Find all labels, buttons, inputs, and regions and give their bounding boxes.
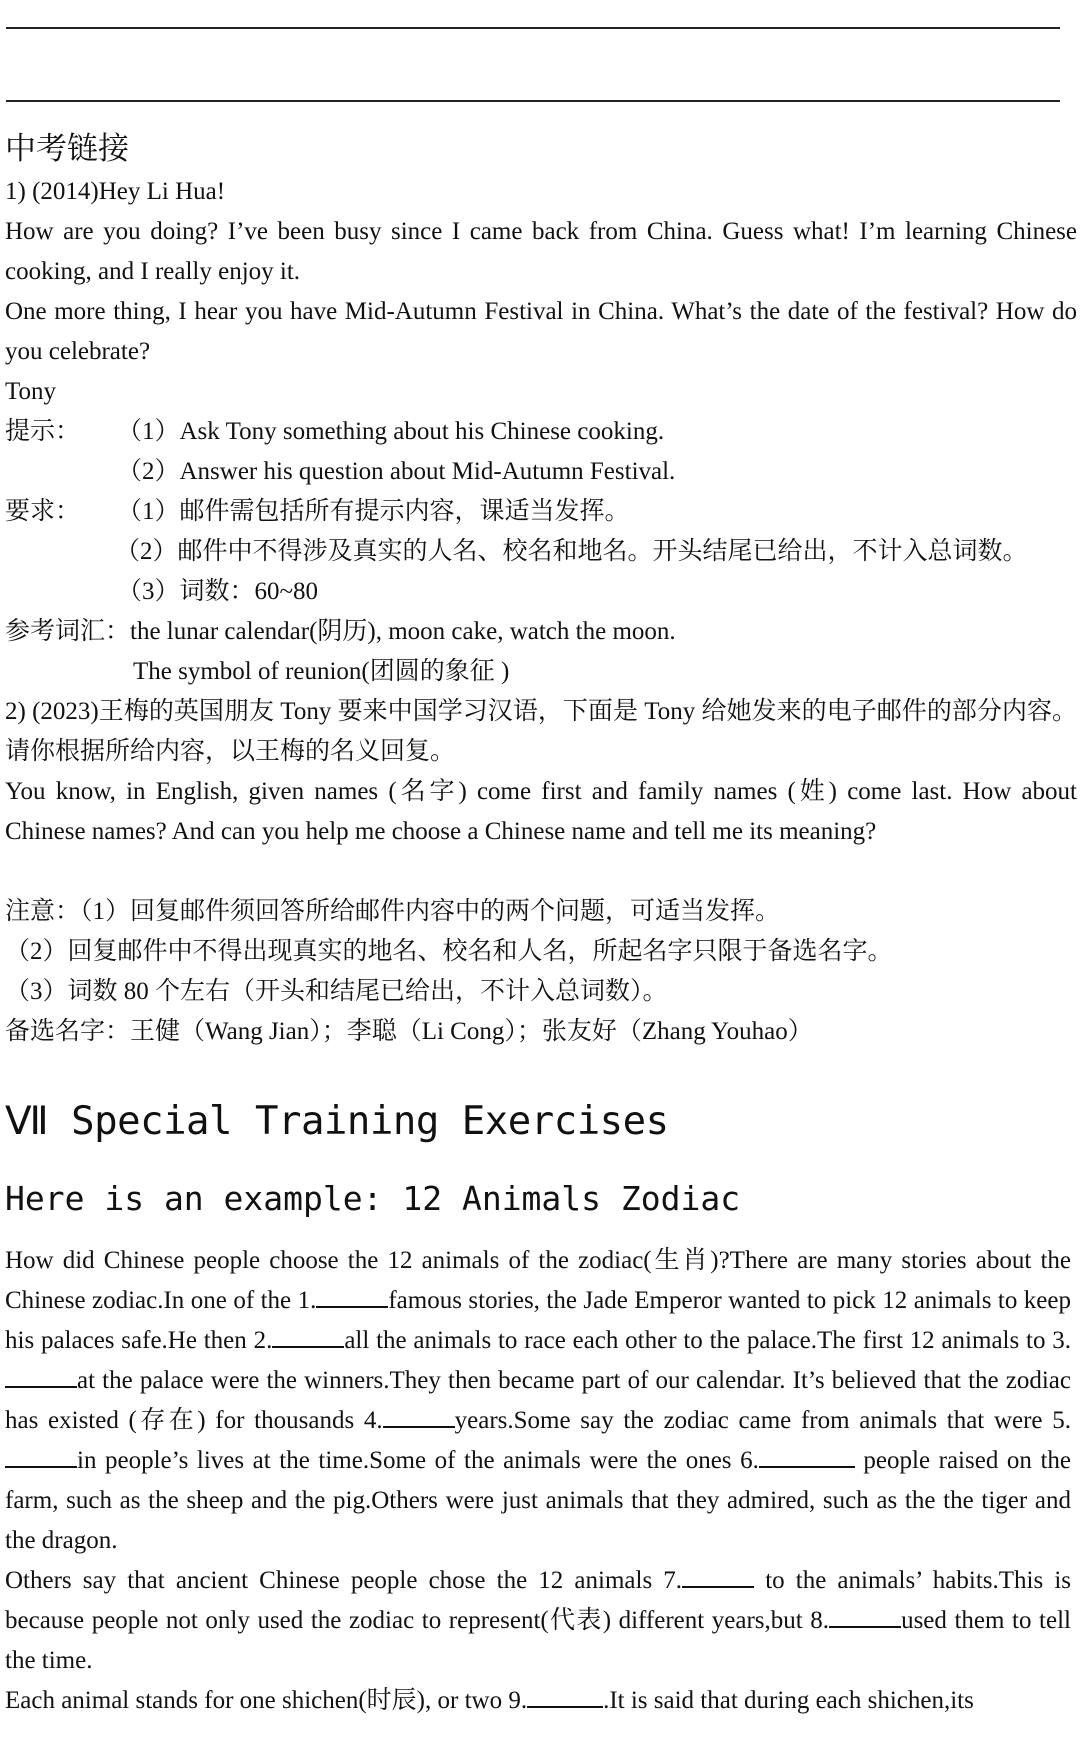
passage-text: Each animal stands for one shichen(时辰), or two 9. (5, 1687, 528, 1714)
vocab-line-2: The symbol of reunion(团圆的象征 ) (133, 658, 510, 685)
section-heading-exam-link: 中考链接 (5, 131, 129, 166)
hint-1: （1）Ask Tony something about his Chinese cooking. (117, 418, 665, 445)
blank-8[interactable] (829, 1602, 901, 1628)
requirement-2: （2）邮件中不得涉及真实的人名、校名和地名。开头结尾已给出，不计入总词数。 (115, 538, 1028, 565)
requirement-1: （1）邮件需包括所有提示内容，课适当发挥。 (117, 498, 630, 525)
blank-4[interactable] (383, 1402, 455, 1428)
top-rule-1 (6, 27, 1060, 29)
blank-2[interactable] (272, 1322, 344, 1348)
blank-9[interactable] (527, 1682, 603, 1708)
q1-intro: 1) (2014)Hey Li Hua! (5, 178, 226, 205)
top-rule-2 (6, 100, 1060, 102)
example-title: Here is an example: 12 Animals Zodiac (5, 1179, 741, 1218)
passage-text: to the animals’ habits.This is because people not only used the zodiac to represent(代表) different years,but 8. (5, 1567, 1071, 1634)
passage-text: .It is said that during each shichen,its (603, 1687, 974, 1714)
q2-note-2: （2）回复邮件中不得出现真实的地名、校名和人名，所起名字只限于备选名字。 (5, 938, 893, 965)
requirement-3: （3）词数：60~80 (117, 578, 319, 605)
vocab-row-1 (5, 612, 1077, 652)
passage-paragraph-1 (5, 1241, 1071, 1561)
q1-requirement-row-1 (5, 492, 1077, 532)
q2-note-1: 注意：（1）回复邮件须回答所给邮件内容中的两个问题，可适当发挥。 (5, 898, 781, 925)
hint-2: （2）Answer his question about Mid-Autumn Festival. (117, 458, 676, 485)
passage-paragraph-2 (5, 1561, 1071, 1681)
blank-6[interactable] (759, 1442, 855, 1468)
q1-hint-row-1 (5, 412, 1077, 452)
passage-text: How did Chinese people choose the 12 animals of the zodiac(生肖)?There are many stories about the Chinese zodiac.In one of the 1. (5, 1247, 1071, 1314)
blank-7[interactable] (682, 1562, 754, 1588)
requirements-label: 要求： (5, 498, 81, 525)
vocab-label: 参考词汇： (5, 618, 131, 645)
q2-paragraph: You know, in English, given names (名字) come first and family names (姓) come last. How about Chinese names? And can you help me choose a Chinese name and tell me its meaning? (5, 778, 1077, 845)
spacer (5, 852, 1077, 892)
passage-text: at the palace were the winners.They then became part of our calendar. It’s believed that the zodiac has existed (存在) for thousands 4. (5, 1367, 1071, 1434)
q2-intro: 2) (2023)王梅的英国朋友 Tony 要来中国学习汉语，下面是 Tony 给她发来的电子邮件的部分内容。请你根据所给内容，以王梅的名义回复。 (5, 698, 1077, 765)
blank-5[interactable] (5, 1442, 77, 1468)
passage-text: all the animals to race each other to the palace.The first 12 animals to 3. (344, 1327, 1071, 1354)
q2-note-3: （3）词数 80 个左右（开头和结尾已给出，不计入总词数）。 (5, 978, 668, 1005)
passage-text: famous stories, the Jade Emperor wanted to pick 12 animals to keep his palaces safe.He then 2. (5, 1287, 1071, 1354)
passage-paragraph-3 (5, 1681, 1071, 1721)
passage-text: Others say that ancient Chinese people chose the 12 animals 7. (5, 1567, 683, 1594)
zodiac-passage (5, 1241, 1077, 1721)
vocab-line-1: the lunar calendar(阴历), moon cake, watch the moon. (130, 618, 676, 645)
passage-text: years.Some say the zodiac came from animals that were 5. (454, 1407, 1071, 1434)
q1-paragraph-1: How are you doing? I’ve been busy since I came back from China. Guess what! I’m learning Chinese cooking, and I really enjoy it. (5, 218, 1077, 285)
document-body (5, 127, 1077, 1721)
passage-text: in people’s lives at the time.Some of the animals were the ones 6. (77, 1447, 759, 1474)
q1-paragraph-2: One more thing, I hear you have Mid-Autumn Festival in China. What’s the date of the festival? How do you celebrate? (5, 298, 1077, 365)
section-title: Ⅶ Special Training Exercises (5, 1099, 669, 1144)
q2-candidate-names: 备选名字：王健（Wang Jian）；李聪（Li Cong）；张友好（Zhang Youhao） (5, 1018, 813, 1045)
passage-text: used them to tell the time. (5, 1607, 1071, 1674)
passage-text: people raised on the farm, such as the sheep and the pig.Others were just animals that they admired, such as the the tiger and the dragon. (5, 1447, 1071, 1554)
blank-3[interactable] (5, 1362, 77, 1388)
blank-1[interactable] (316, 1282, 388, 1308)
hints-label: 提示： (5, 418, 81, 445)
q1-signoff: Tony (5, 378, 57, 405)
